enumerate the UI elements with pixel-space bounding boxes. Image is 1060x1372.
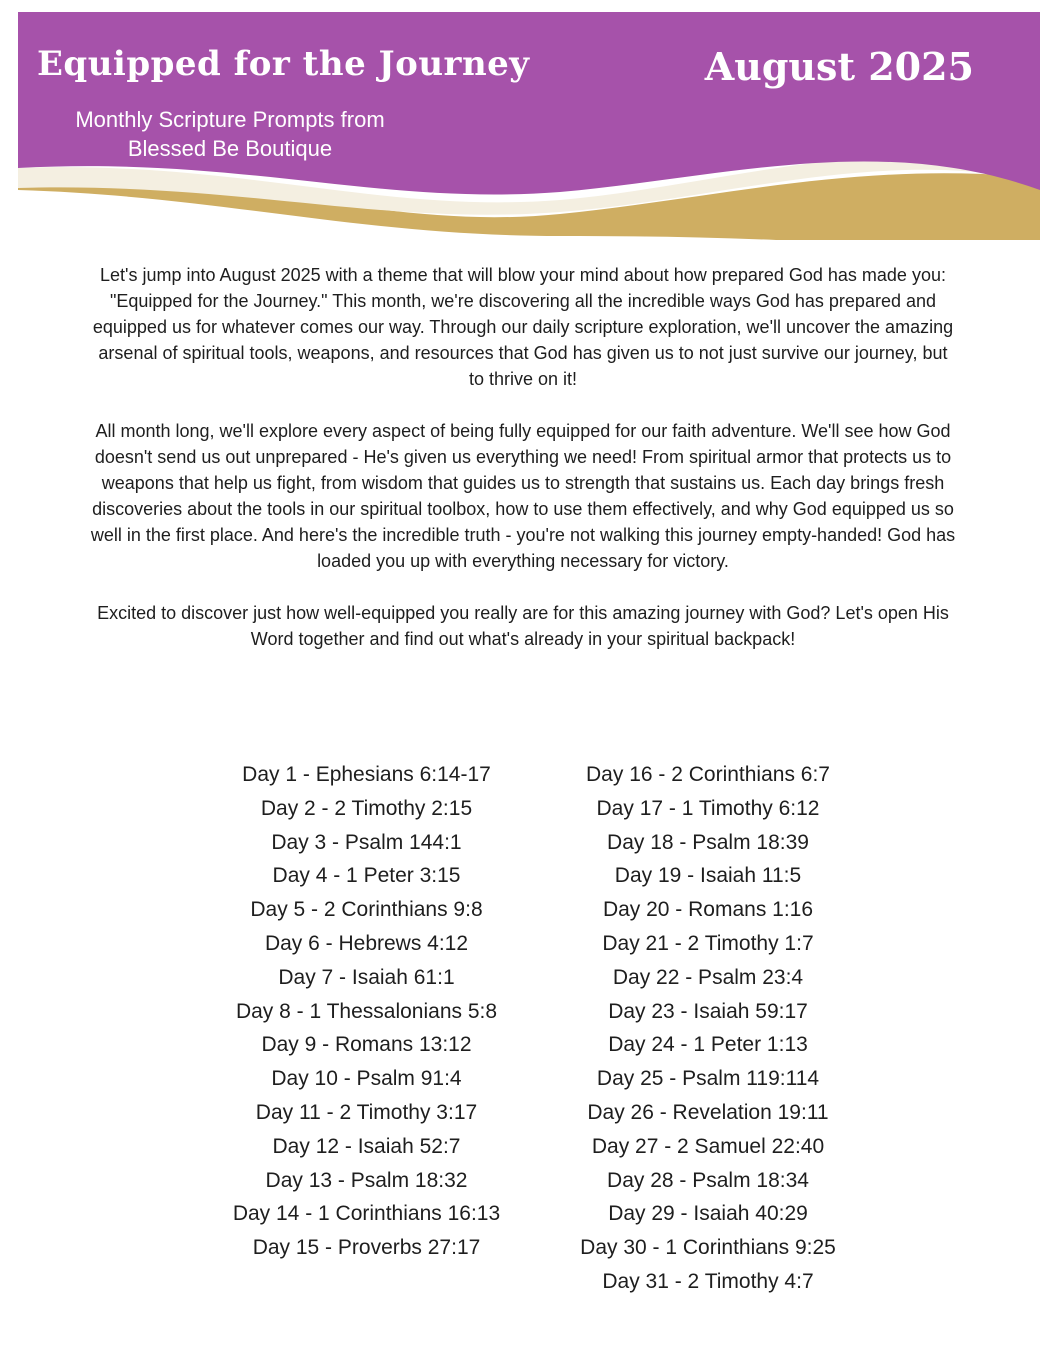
page-title: Equipped for the Journey <box>37 44 530 84</box>
month-date: August 2025 <box>704 44 974 89</box>
intro-paragraph: Let's jump into August 2025 with a theme that will blow your mind about how prepared God has made you: "Equipped for the Journey." This month, we're discovering all the incredible ways God has prepared and equipped us for whatever comes our way. Through our daily scripture exploration, we'll uncover the amazing arsenal of spiritual tools, weapons, and resources that God has given us to not just survive our journey, but to thrive on it! <box>92 265 954 389</box>
subtitle-line: Blessed Be Boutique <box>127 136 333 161</box>
schedule-item: Day 9 - Romans 13:12 <box>261 1033 472 1057</box>
schedule-item: Day 28 - Psalm 18:34 <box>607 1168 809 1192</box>
schedule-item: Day 31 - 2 Timothy 4:7 <box>602 1269 814 1293</box>
schedule-item: Day 13 - Psalm 18:32 <box>265 1168 468 1192</box>
schedule-item: Day 16 - 2 Corinthians 6:7 <box>586 763 830 786</box>
schedule-item: Day 29 - Isaiah 40:29 <box>608 1202 808 1226</box>
schedule-item: Day 15 - Proverbs 27:17 <box>252 1236 481 1260</box>
schedule-item: Day 23 - Isaiah 59:17 <box>608 999 808 1023</box>
schedule-item: Day 14 - 1 Corinthians 16:13 <box>232 1202 501 1226</box>
intro-text <box>90 262 956 678</box>
schedule-item: Day 27 - 2 Samuel 22:40 <box>591 1134 825 1158</box>
subtitle <box>40 105 420 163</box>
schedule-left-column <box>200 758 533 1265</box>
schedule-item: Day 5 - 2 Corinthians 9:8 <box>250 898 483 922</box>
schedule-item: Day 25 - Psalm 119:114 <box>596 1067 820 1091</box>
schedule-item: Day 8 - 1 Thessalonians 5:8 <box>235 999 498 1023</box>
schedule-item: Day 11 - 2 Timothy 3:17 <box>255 1100 478 1124</box>
schedule-item: Day 1 - Ephesians 6:14-17 <box>242 763 491 786</box>
schedule-item: Day 6 - Hebrews 4:12 <box>264 931 469 955</box>
schedule-item: Day 17 - 1 Timothy 6:12 <box>596 796 820 820</box>
schedule-item: Day 19 - Isaiah 11:5 <box>614 864 802 888</box>
schedule-item: Day 20 - Romans 1:16 <box>602 898 814 922</box>
schedule-item: Day 10 - Psalm 91:4 <box>271 1067 462 1091</box>
schedule-item: Day 4 - 1 Peter 3:15 <box>272 864 461 888</box>
schedule-item: Day 3 - Psalm 144:1 <box>271 830 462 854</box>
schedule-item: Day 2 - 2 Timothy 2:15 <box>260 796 473 820</box>
schedule-item: Day 26 - Revelation 19:11 <box>587 1100 829 1124</box>
intro-paragraph: All month long, we'll explore every aspect of being fully equipped for our faith adventure. We'll see how God doesn't send us out unprepared - He's given us everything we need! From spiritual armor that protects us to weapons that help us fight, from wisdom that guides us to strength that sustains us. Each day brings fresh discoveries about the tools in our spiritual toolbox, how to use them effectively, and why God equipped us so well in the first place. And here's the incredible truth - you're not walking this journey empty-handed! God has loaded you up with everything necessary for victory. <box>90 421 956 571</box>
schedule-item: Day 21 - 2 Timothy 1:7 <box>602 931 814 955</box>
schedule-item: Day 12 - Isaiah 52:7 <box>272 1134 461 1158</box>
schedule-item: Day 30 - 1 Corinthians 9:25 <box>580 1236 836 1260</box>
schedule-item: Day 18 - Psalm 18:39 <box>607 830 809 854</box>
subtitle-line: Monthly Scripture Prompts from <box>75 107 385 132</box>
schedule-item: Day 24 - 1 Peter 1:13 <box>608 1033 808 1057</box>
schedule-item: Day 22 - Psalm 23:4 <box>612 965 804 989</box>
schedule-item: Day 7 - Isaiah 61:1 <box>278 965 455 989</box>
intro-paragraph: Excited to discover just how well-equipped you really are for this amazing journey with God? Let's open His Word together and find out what's already in your spiritual backpack! <box>97 603 949 649</box>
schedule-right-column <box>545 758 871 1299</box>
